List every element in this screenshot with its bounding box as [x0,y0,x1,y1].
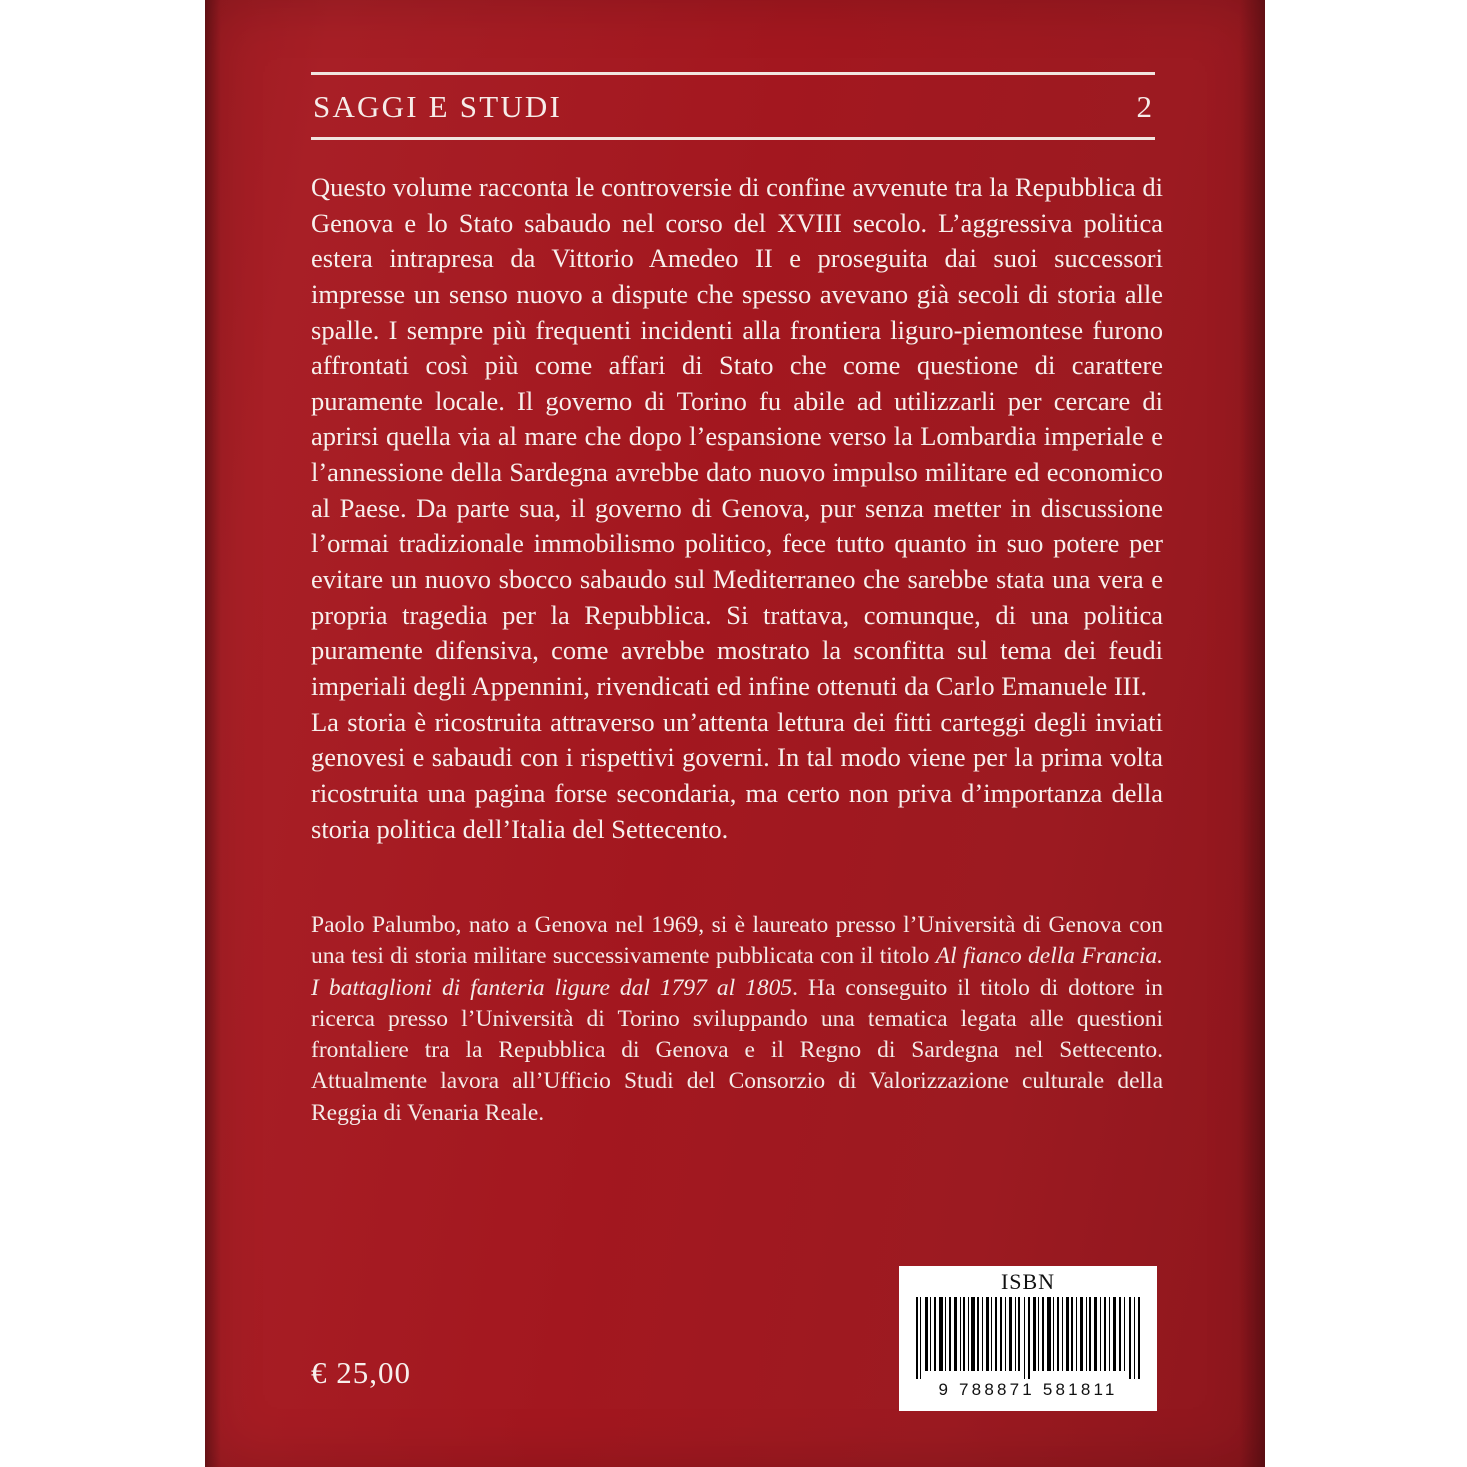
isbn-digits: 9 788871 581811 [938,1380,1118,1400]
author-bio-part-1: Paolo Palumbo, nato a Genova nel 1969, si è laureato presso l’Università di Genova con una tesi di storia militare successivamente pubblicata con il titolo [311,912,1163,970]
author-work-title: Al fianco della Francia. I battaglioni di fanteria ligure dal 1797 al 1805 [311,943,1163,1001]
author-bio-paragraph [311,910,1163,1129]
series-title: SAGGI E STUDI [313,89,563,124]
author-bio [311,910,1163,1129]
barcode-icon [912,1297,1144,1379]
blurb-paragraph-2: La storia è ricostruita attraverso un’attenta lettura dei fitti carteggi degli inviati genovesi e sabaudi con i rispettivi governi. In tal modo viene per la prima volta ricostruita una pagina forse secondaria, ma certo non priva d’importanza della storia politica dell’Italia del Settecento. [311,706,1163,844]
blurb-paragraph-1: Questo volume racconta le controversie di confine avvenute tra la Repubblica di Genova e lo Stato sabaudo nel corso del XVIII secolo. L’aggressiva politica estera intrapresa da Vittorio Amedeo II e proseguita dai suoi successori impresse un senso nuovo a dispute che spesso avevano già secoli di storia alle spalle. I sempre più frequenti incidenti alla frontiera liguro-piemontese furono affrontati così più come affari di Stato che come questione di carattere puramente locale. Il governo di Torino fu abile ad utilizzarli per cercare di aprirsi quella via al mare che dopo l’espansione verso la Lombardia imperiale e l’annessione della Sardegna avrebbe dato nuovo impulso militare ed economico al Paese. Da parte sua, il governo di Genova, pur senza metter in discussione l’ormai tradizionale immobilismo politico, fece tutto quanto in suo potere per evitare un nuovo sbocco sabaudo sul Mediterraneo che sarebbe stata una vera e propria tragedia per la Repubblica. Si trattava, comunque, di una politica puramente difensiva, come avrebbe mostrato la sconfitta sul tema dei feudi imperiali degli Appennini, rivendicati ed infine ottenuti da Carlo Emanuele III. [311,172,1163,701]
author-bio-part-2: . Ha conseguito il titolo di dottore in ricerca presso l’Università di Torino sviluppando una tematica legata alle questioni frontaliere tra la Repubblica di Genova e il Regno di Sardegna nel Settecento. Attualmente lavora all’Ufficio Studi del Consorzio di Valorizzazione culturale della Reggia di Venaria Reale. [311,974,1164,1126]
price-label: € 25,00 [311,1355,411,1390]
series-bottom-rule [311,137,1155,140]
isbn-label: ISBN [1000,1269,1056,1294]
isbn-block [899,1266,1157,1411]
book-cover [205,0,1265,1467]
blurb-text [311,170,1163,847]
series-number: 2 [1136,89,1153,124]
series-row [311,75,1155,137]
series-header [311,72,1155,140]
